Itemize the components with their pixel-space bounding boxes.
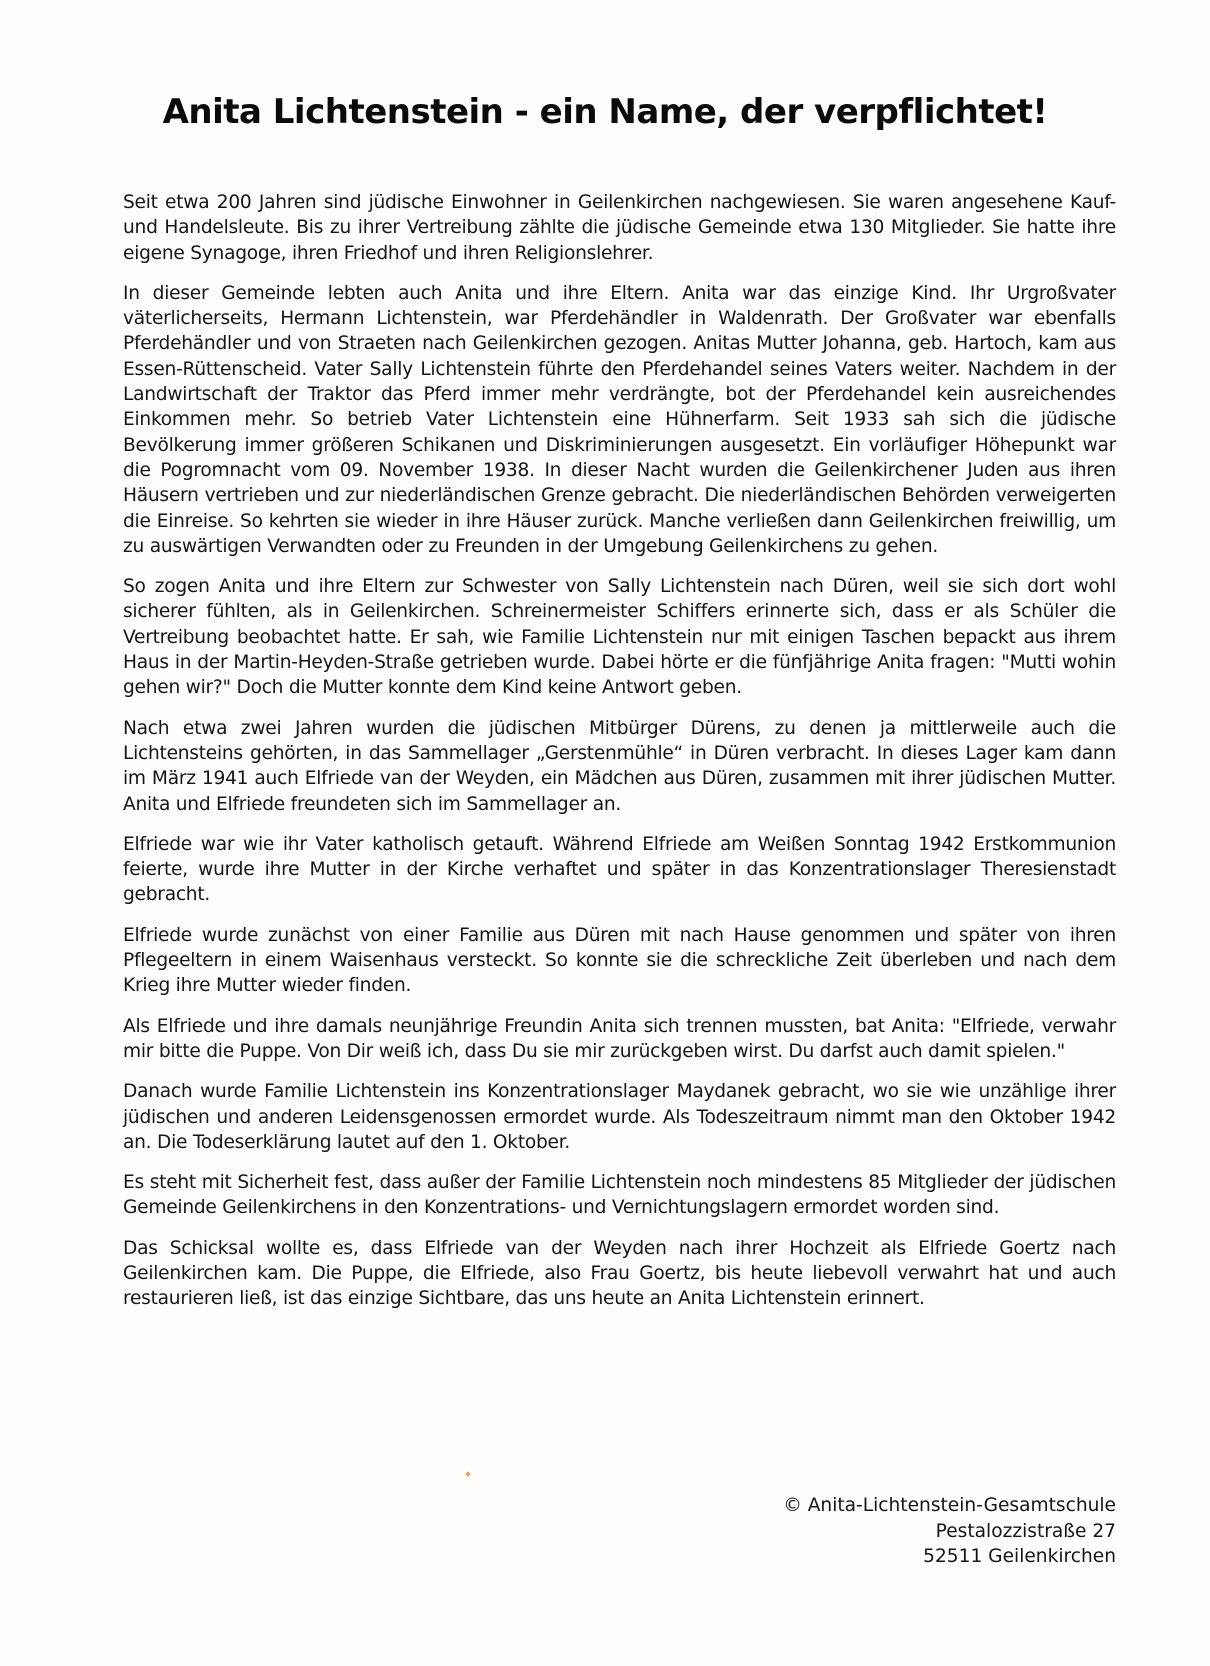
signature-copyright: © Anita-Lichtenstein-Gesamtschule (783, 1495, 1116, 1516)
signature-block (783, 1493, 1116, 1570)
paragraph-elfriede-baptism: Elfriede war wie ihr Vater katholisch getauft. Während Elfriede am Weißen Sonntag 1942 Erstkommunion feierte, wurde ihre Mutter in der Kirche verhaftet und später in das Konzentrationslager Theresienstadt gebracht. (123, 833, 1116, 906)
document-body (123, 190, 1116, 1327)
paragraph-move-dueren: So zogen Anita und ihre Eltern zur Schwester von Sally Lichtenstein nach Düren, weil sie sich dort wohl sicherer fühlten, als in Geilenkirchen. Schreinermeister Schiffers erinnerte sich, dass er als Schüler die Vertreibung beobachtet hatte. Er sah, wie Familie Lichtenstein nur mit einigen Taschen bepackt aus ihrem Haus in der Martin-Heyden-Straße getrieben wurde. Dabei hörte er die fünfjährige Anita fragen: "Mutti wohin gehen wir?" Doch die Mutter konnte dem Kind keine Antwort geben. (123, 576, 1116, 699)
signature-street: Pestalozzistraße 27 (935, 1520, 1116, 1542)
document-title: Anita Lichtenstein - ein Name, der verpflichtet! (162, 92, 1048, 132)
paragraph-doll-remembrance: Das Schicksal wollte es, dass Elfriede van der Weyden nach ihrer Hochzeit als Elfriede Goertz nach Geilenkirchen kam. Die Puppe, die Elfriede, also Frau Goertz, bis heute liebevoll verwahrt hat und auch restaurieren ließ, ist das einzige Sichtbare, das uns heute an Anita Lichtenstein erinnert. (123, 1237, 1116, 1310)
paragraph-victims: Es steht mit Sicherheit fest, dass außer der Familie Lichtenstein noch mindestens 85 Mitglieder der jüdischen Gemeinde Geilenkirchens in den Konzentrations- und Vernichtungslagern ermordet worden sind. (123, 1172, 1116, 1219)
paragraph-elfriede-survival: Elfriede wurde zunächst von einer Familie aus Düren mit nach Hause genommen und später von ihren Pflegeeltern in einem Waisenhaus versteckt. So konnte sie die schreckliche Zeit überleben und nach dem Krieg ihre Mutter wieder finden. (123, 924, 1116, 997)
signature-city: 52511 Geilenkirchen (923, 1546, 1116, 1567)
paragraph-sammellager: Nach etwa zwei Jahren wurden die jüdischen Mitbürger Dürens, zu denen ja mittlerweile auch die Lichtensteins gehörten, in das Sammellager „Gerstenmühle“ in Düren verbracht. In dieses Lager kam dann im März 1941 auch Elfriede van der Weyden, ein Mädchen aus Düren, zusammen mit ihrer jüdischen Mutter. Anita und Elfriede freundeten sich im Sammellager an. (123, 717, 1116, 815)
paragraph-family: In dieser Gemeinde lebten auch Anita und ihre Eltern. Anita war das einzige Kind. Ihr Urgroßvater väterlicherseits, Hermann Lichtenstein, war Pferdehändler in Waldenrath. Der Großvater war ebenfalls Pferdehändler und von Straeten nach Geilenkirchen gezogen. Anitas Mutter Johanna, geb. Hartoch, kam aus Essen-Rüttenscheid. Vater Sally Lichtenstein führte den Pferdehandel seines Vaters weiter. Nachdem in der Landwirtschaft der Traktor das Pferd immer mehr verdrängte, bot der Pferdehandel kein ausreichendes Einkommen mehr. So betrieb Vater Lichtenstein eine Hühnerfarm. Seit 1933 sah sich die jüdische Bevölkerung immer größeren Schikanen und Diskriminierungen ausgesetzt. Ein vorläufiger Höhepunkt war die Pogromnacht vom 09. November 1938. In dieser Nacht wurden die Geilenkirchener Juden aus ihren Häusern vertrieben und zur niederländischen Grenze gebracht. Die niederländischen Behörden verweigerten die Einreise. So kehrten sie wieder in ihre Häuser zurück. Manche verließen dann Geilenkirchen freiwillig, um zu auswärtigen Verwandten oder zu Freunden in der Umgebung Geilenkirchens zu gehen. (123, 282, 1116, 557)
paragraph-deportation: Danach wurde Familie Lichtenstein ins Konzentrationslager Maydanek gebracht, wo sie wie unzählige ihrer jüdischen und anderen Leidensgenossen ermordet wurde. Als Todeszeitraum nimmt man den Oktober 1942 an. Die Todeserklärung lautet auf den 1. Oktober. (123, 1081, 1116, 1153)
paragraph-doll-request: Als Elfriede und ihre damals neunjährige Freundin Anita sich trennen mussten, bat Anita: "Elfriede, verwahr mir bitte die Puppe. Von Dir weiß ich, dass Du sie mir zurückgeben wirst. Du darfst auch damit spielen." (123, 1015, 1116, 1062)
scan-speck (465, 1471, 470, 1476)
paragraph-history: Seit etwa 200 Jahren sind jüdische Einwohner in Geilenkirchen nachgewiesen. Sie waren angesehene Kauf- und Handelsleute. Bis zu ihrer Vertreibung zählte die jüdische Gemeinde etwa 130 Mitglieder. Sie hatte ihre eigene Synagoge, ihren Friedhof und ihren Religionslehrer. (123, 192, 1116, 264)
